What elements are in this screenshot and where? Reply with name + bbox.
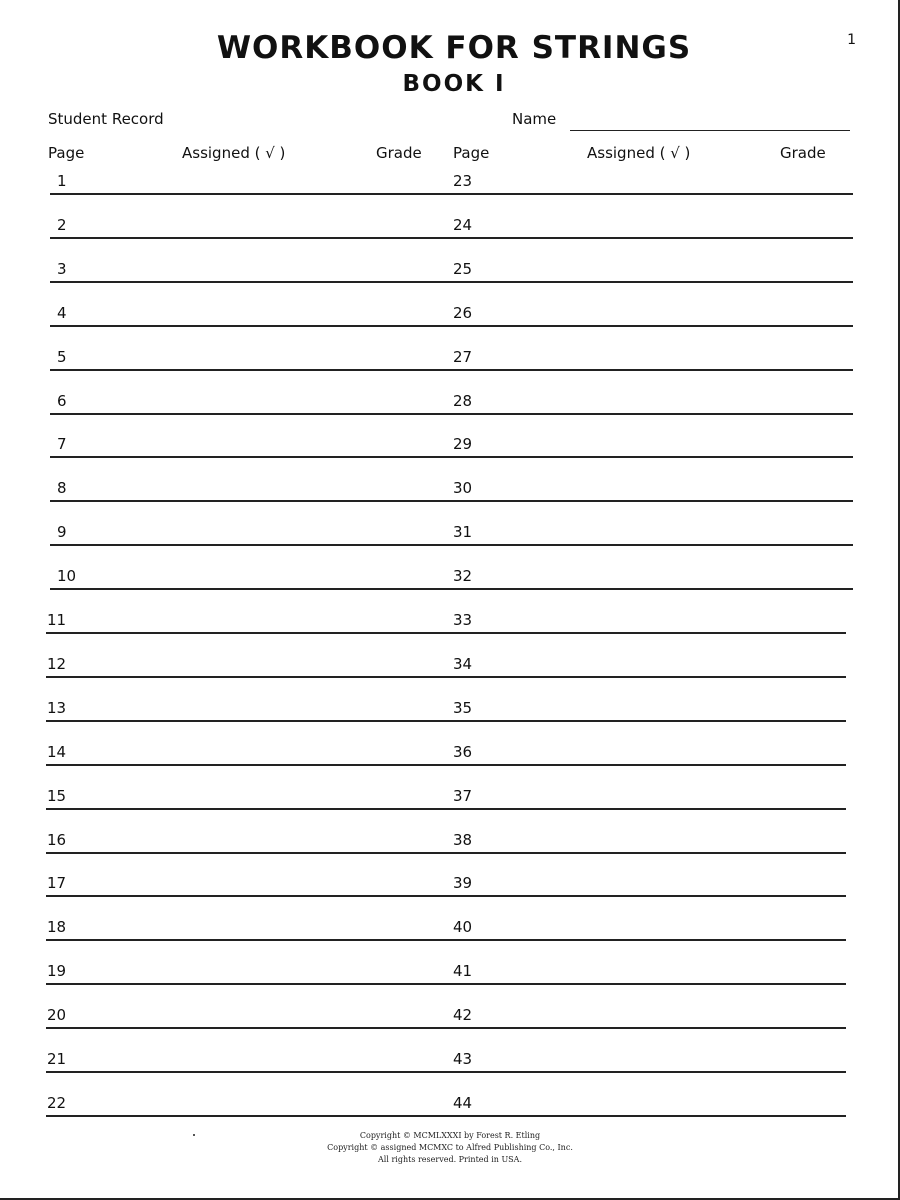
right-header-grade: Grade: [780, 144, 826, 162]
row-entry-line[interactable]: [46, 632, 846, 634]
row-entry-line[interactable]: [50, 588, 853, 590]
row-entry-line[interactable]: [50, 456, 853, 458]
left-row-page-number: 9: [57, 523, 67, 542]
left-row-page-number: 13: [47, 698, 67, 717]
right-row-page-number: 35: [453, 698, 473, 717]
right-row-page-number: 24: [453, 215, 473, 234]
scan-speck: [193, 1134, 195, 1136]
row-entry-line[interactable]: [46, 1071, 846, 1073]
row-entry-line[interactable]: [46, 1115, 846, 1117]
left-header-grade: Grade: [376, 144, 422, 162]
right-row-page-number: 41: [453, 962, 473, 981]
right-header-page: Page: [453, 144, 490, 162]
left-row-page-number: 2: [57, 215, 67, 234]
row-entry-line[interactable]: [46, 720, 846, 722]
right-row-page-number: 27: [453, 347, 473, 366]
left-row-page-number: 22: [47, 1093, 67, 1112]
row-entry-line[interactable]: [46, 983, 846, 985]
right-row-page-number: 28: [453, 391, 473, 410]
name-label: Name: [512, 110, 557, 128]
right-header-assigned: Assigned ( √ ): [587, 144, 691, 162]
right-row-page-number: 38: [453, 830, 473, 849]
right-row-page-number: 36: [453, 742, 473, 761]
left-row-page-number: 15: [47, 786, 67, 805]
row-entry-line[interactable]: [50, 237, 853, 239]
right-row-page-number: 33: [453, 611, 473, 629]
row-entry-line[interactable]: [50, 413, 853, 415]
row-entry-line[interactable]: [46, 852, 846, 854]
left-row-page-number: 20: [47, 1006, 67, 1025]
right-row-page-number: 26: [453, 303, 473, 322]
right-row-page-number: 31: [453, 523, 473, 542]
student-record-label: Student Record: [48, 110, 164, 128]
row-entry-line[interactable]: [50, 500, 853, 502]
row-entry-line[interactable]: [50, 325, 853, 327]
left-header-page: Page: [48, 144, 85, 162]
right-row-page-number: 42: [453, 1006, 473, 1025]
left-row-page-number: 14: [47, 742, 67, 761]
row-entry-line[interactable]: [50, 544, 853, 546]
row-entry-line[interactable]: [46, 1027, 846, 1029]
right-row-page-number: 37: [453, 786, 473, 805]
left-row-page-number: 12: [47, 654, 67, 673]
left-row-page-number: 17: [47, 874, 67, 893]
left-row-page-number: 7: [57, 435, 67, 454]
left-row-page-number: 18: [47, 918, 67, 937]
row-entry-line[interactable]: [46, 895, 846, 897]
left-row-page-number: 10: [57, 567, 77, 586]
right-row-page-number: 23: [453, 172, 473, 190]
left-row-page-number: 21: [47, 1050, 67, 1068]
page-title: WORKBOOK FOR STRINGS: [216, 30, 692, 66]
page-number: 1: [847, 32, 856, 48]
left-row-page-number: 6: [57, 391, 67, 410]
left-row-page-number: 11: [47, 611, 67, 629]
name-field-line[interactable]: [570, 130, 850, 131]
left-row-page-number: 19: [47, 962, 67, 981]
copyright-notice: [0, 1130, 900, 1166]
copyright-line-2: Copyright © assigned MCMXC to Alfred Publishing Co., Inc.: [327, 1143, 573, 1152]
right-row-page-number: 43: [453, 1050, 473, 1068]
row-entry-line[interactable]: [50, 369, 853, 371]
copyright-line-1: Copyright © MCMLXXXI by Forest R. Etling: [359, 1131, 541, 1140]
row-entry-line[interactable]: [46, 808, 846, 810]
left-header-assigned: Assigned ( √ ): [182, 144, 286, 162]
row-entry-line[interactable]: [46, 676, 846, 678]
left-row-page-number: 1: [57, 172, 67, 190]
right-row-page-number: 44: [453, 1093, 473, 1112]
right-row-page-number: 25: [453, 259, 473, 278]
left-row-page-number: 3: [57, 259, 67, 278]
left-row-page-number: 16: [47, 830, 67, 849]
left-row-page-number: 5: [57, 347, 67, 366]
copyright-line-3: All rights reserved. Printed in USA.: [378, 1155, 522, 1164]
right-row-page-number: 32: [453, 567, 473, 586]
row-entry-line[interactable]: [50, 281, 853, 283]
right-row-page-number: 30: [453, 479, 473, 498]
right-row-page-number: 29: [453, 435, 473, 454]
right-row-page-number: 40: [453, 918, 473, 937]
row-entry-line[interactable]: [46, 764, 846, 766]
right-row-page-number: 34: [453, 654, 473, 673]
left-row-page-number: 8: [57, 479, 67, 498]
row-entry-line[interactable]: [50, 193, 853, 195]
left-row-page-number: 4: [57, 303, 67, 322]
row-entry-line[interactable]: [46, 939, 846, 941]
page-subtitle: BOOK I: [402, 71, 506, 97]
right-row-page-number: 39: [453, 874, 473, 893]
